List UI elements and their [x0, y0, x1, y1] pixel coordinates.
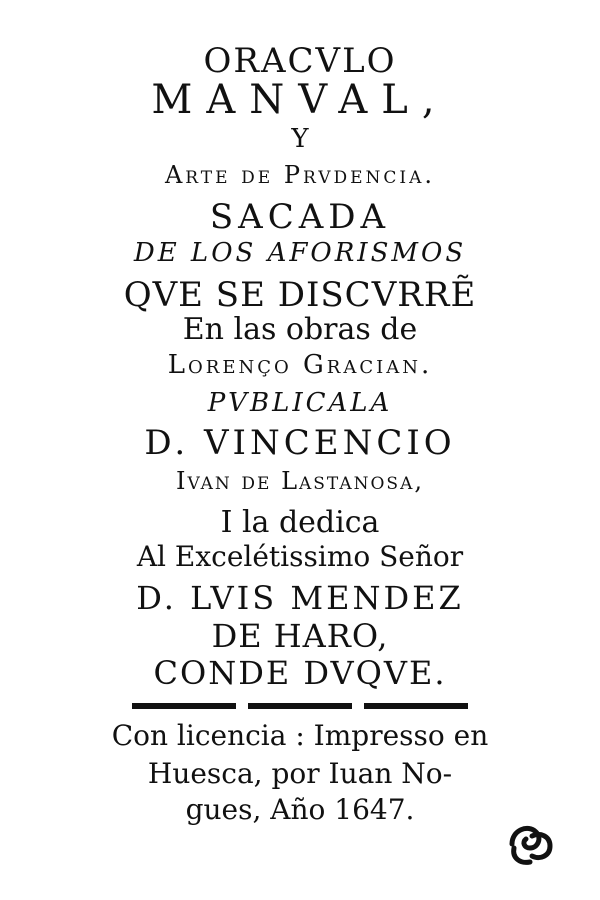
title-line-1: ORACVLO — [203, 41, 397, 81]
dedicatee-line-1: D. LVIS MENDEZ — [136, 579, 464, 617]
title-line-5: SACADA — [209, 197, 391, 237]
dedication-line-2: Al Excelétissimo Señor — [136, 540, 464, 573]
title-line-7: QVE SE DISCVRRẼ — [123, 275, 477, 315]
dedication-line-1: I la dedica — [220, 505, 380, 540]
ornament-rule — [132, 700, 468, 712]
title-line-10: PVBLICALA — [207, 388, 393, 418]
title-line-2: MANVAL, — [151, 77, 449, 123]
title-line-6: DE LOS AFORISMOS — [133, 238, 467, 268]
title-line-8: En las obras de — [182, 312, 418, 347]
publisher-logo-icon — [502, 814, 558, 870]
imprint-line-3: gues, Año 1647. — [185, 793, 415, 826]
imprint-line-1: Con licencia : Impresso en — [111, 719, 489, 752]
dedicatee-line-2: DE HARO, — [211, 617, 389, 655]
title-line-4: Arte de Prvdencia. — [164, 161, 436, 189]
imprint-line-2: Huesca, por Iuan No- — [147, 757, 453, 790]
dedicatee-line-3: CONDE DVQVE. — [153, 654, 447, 692]
publisher-name-line-1: D. VINCENCIO — [144, 423, 456, 463]
author-line: Lorenço Gracian. — [167, 350, 433, 380]
publisher-name-line-2: Ivan de Lastanosa, — [176, 467, 424, 495]
title-line-3: Y — [291, 124, 309, 154]
